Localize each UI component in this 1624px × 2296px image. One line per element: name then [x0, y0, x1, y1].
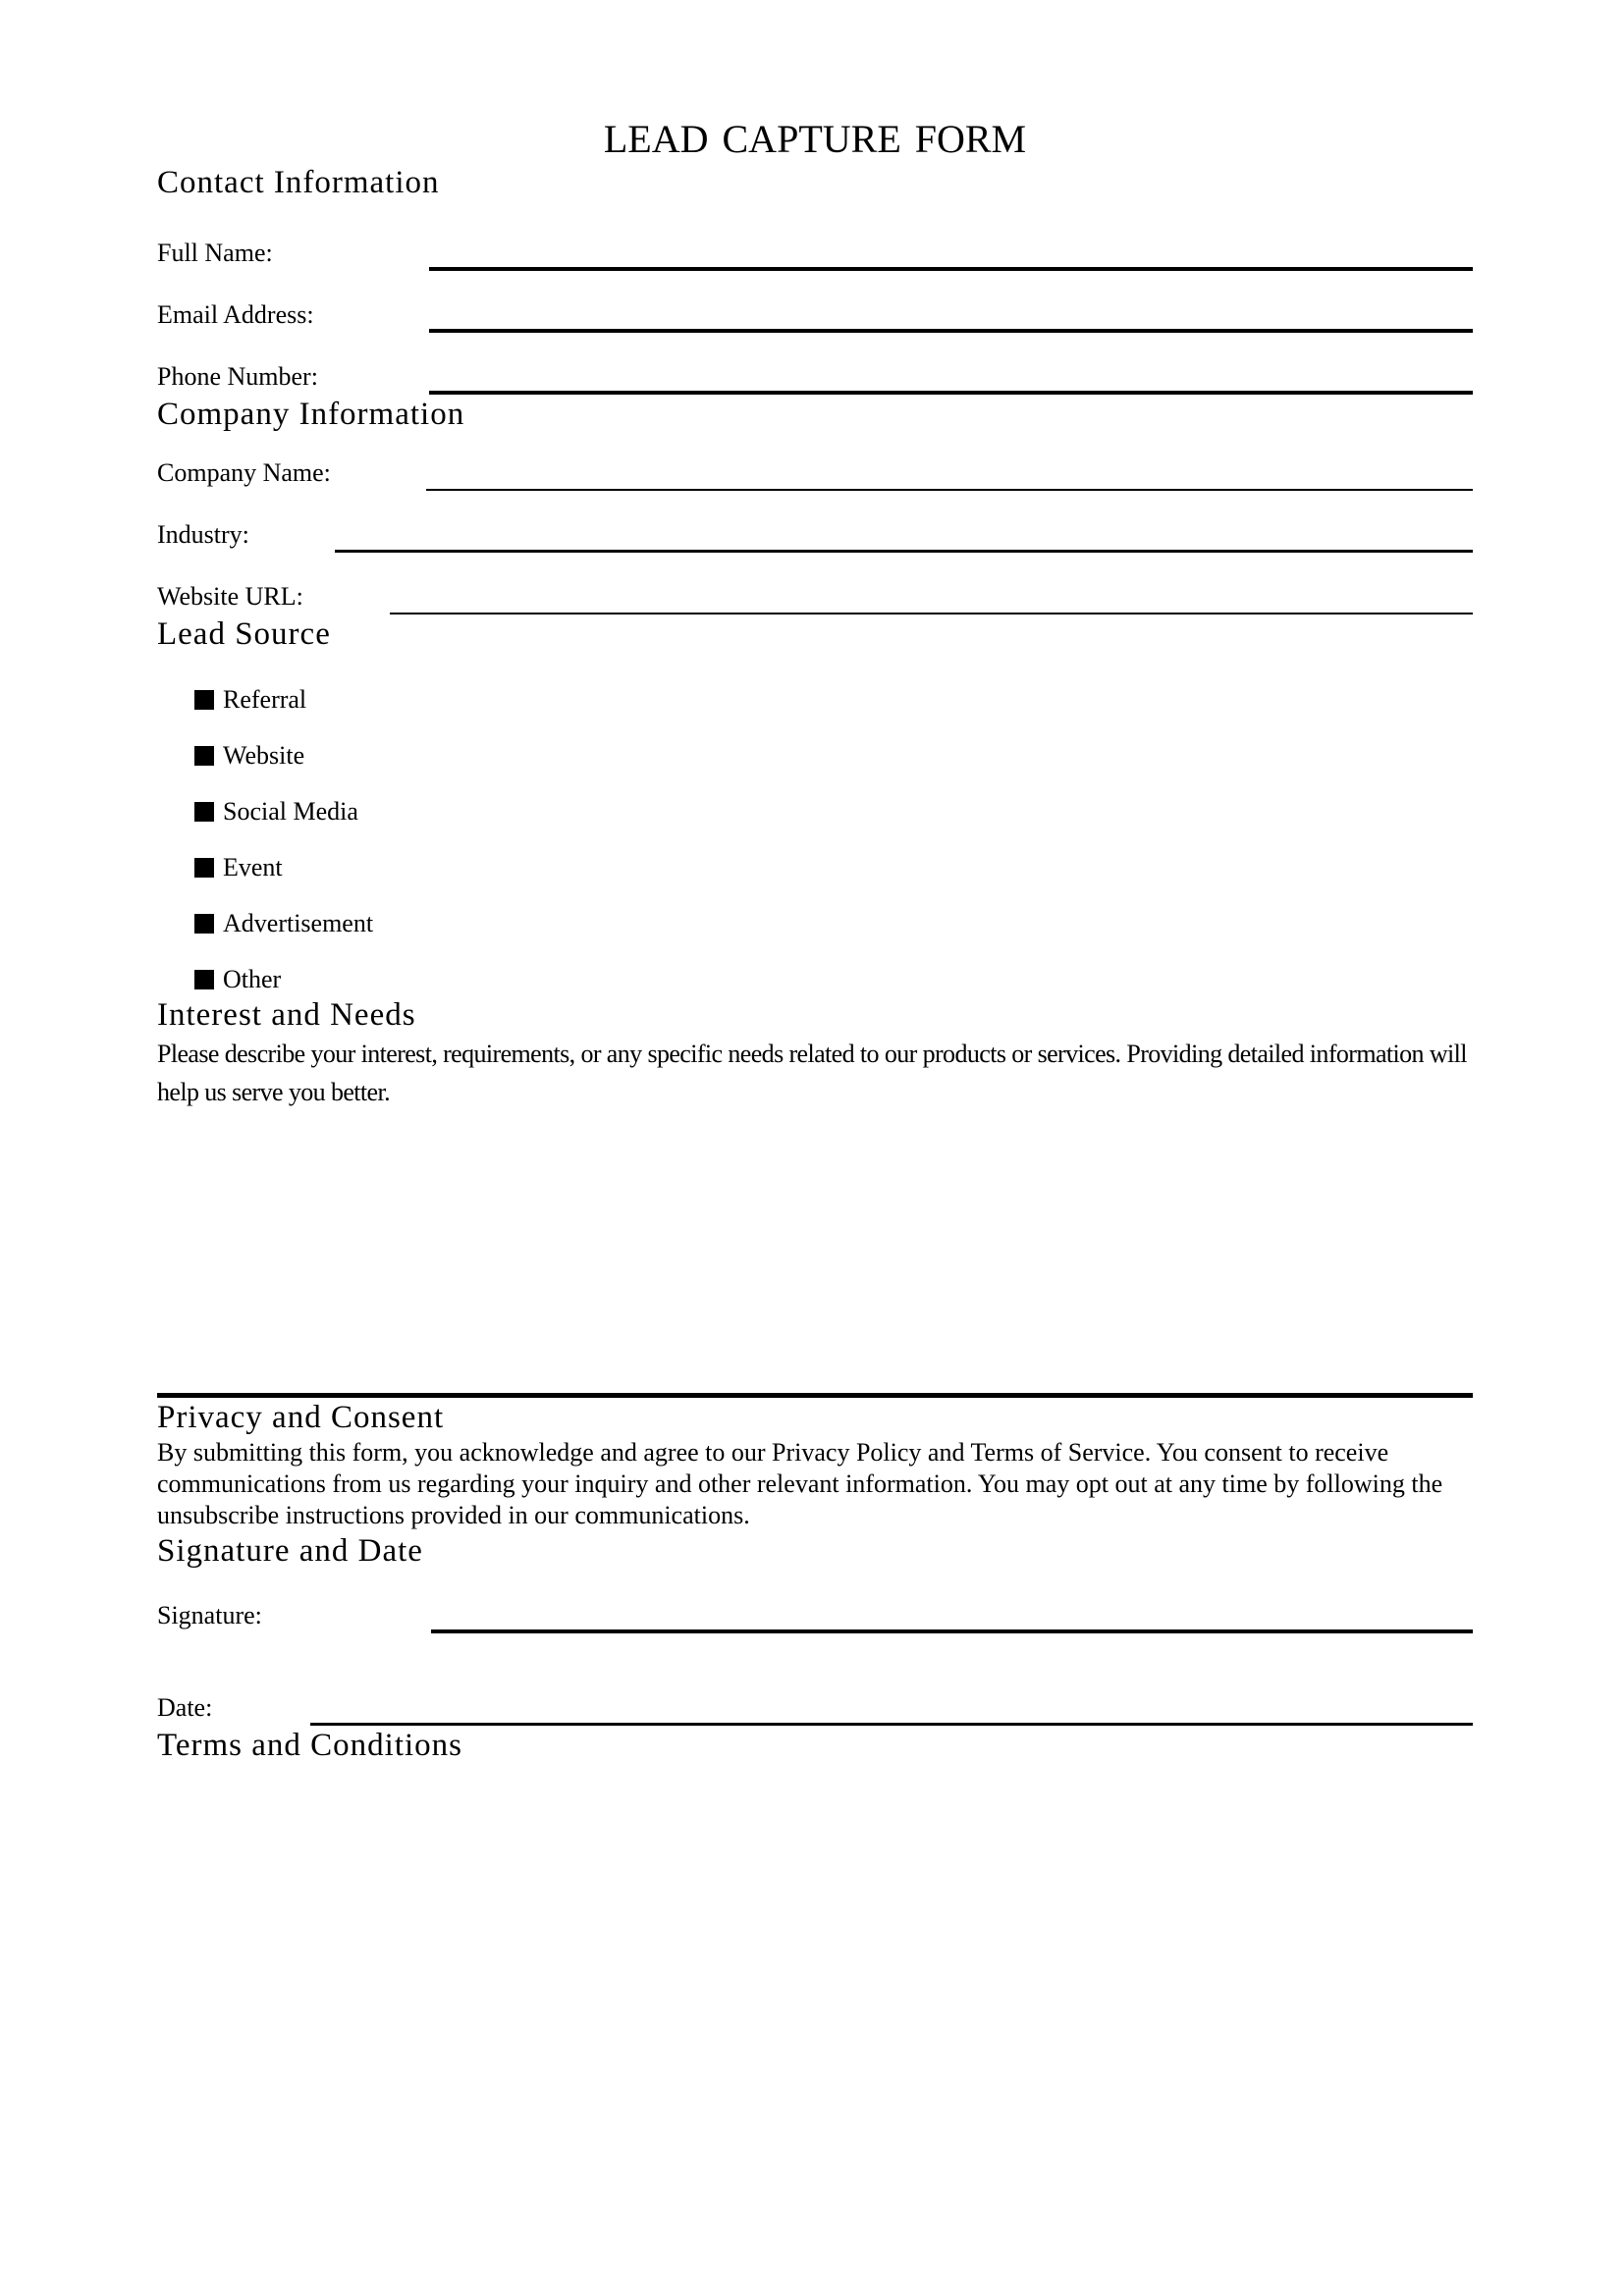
- phone-number-label: Phone Number:: [157, 362, 318, 391]
- checkbox-label: Advertisement: [223, 909, 374, 937]
- website-url-label: Website URL:: [157, 582, 303, 611]
- checkbox-label: Referral: [223, 685, 307, 714]
- checkbox-label: Event: [223, 853, 283, 881]
- lead-source-option-other: [157, 963, 1473, 995]
- checkbox-label: Other: [223, 965, 282, 993]
- lead-source-heading: Lead Source: [157, 616, 331, 652]
- field-row-phone-number: [157, 361, 1473, 395]
- terms-and-conditions-heading: Terms and Conditions: [157, 1728, 463, 1763]
- date-input-line[interactable]: [310, 1692, 1473, 1726]
- checkbox-icon[interactable]: [194, 914, 214, 934]
- field-row-industry: [157, 519, 1473, 553]
- lead-source-option-event: [157, 851, 1473, 883]
- field-row-full-name: [157, 238, 1473, 271]
- privacy-and-consent-heading: Privacy and Consent: [157, 1400, 445, 1435]
- interest-description: Please describe your interest, requirements, or any specific needs related to our products or services. Providing detailed information will help us serve you better.: [157, 1040, 1467, 1106]
- industry-input-line[interactable]: [335, 519, 1473, 553]
- contact-information-heading: Contact Information: [157, 165, 440, 200]
- checkbox-label: Social Media: [223, 797, 358, 826]
- lead-source-option-social-media: [157, 795, 1473, 828]
- interest-writing-area[interactable]: [157, 1111, 1473, 1393]
- checkbox-icon[interactable]: [194, 746, 214, 766]
- checkbox-icon[interactable]: [194, 802, 214, 822]
- checkbox-icon[interactable]: [194, 970, 214, 989]
- lead-source-options: [157, 683, 1473, 995]
- checkbox-icon[interactable]: [194, 690, 214, 710]
- lead-source-option-referral: [157, 683, 1473, 716]
- interest-and-needs-heading: Interest and Needs: [157, 997, 416, 1033]
- field-row-email-address: [157, 299, 1473, 333]
- email-address-input-line[interactable]: [429, 299, 1473, 333]
- phone-number-input-line[interactable]: [429, 361, 1473, 395]
- field-row-signature: [157, 1600, 1473, 1633]
- field-row-company-name: [157, 457, 1473, 491]
- signature-label: Signature:: [157, 1601, 262, 1629]
- website-url-input-line[interactable]: [390, 581, 1473, 614]
- company-name-input-line[interactable]: [426, 457, 1473, 491]
- lead-source-option-website: [157, 739, 1473, 772]
- form-title: LEAD CAPTURE FORM: [603, 117, 1027, 161]
- date-label: Date:: [157, 1693, 213, 1722]
- industry-label: Industry:: [157, 520, 249, 549]
- field-row-website-url: [157, 581, 1473, 614]
- privacy-description: By submitting this form, you acknowledge and agree to our Privacy Policy and Terms of Service. You consent to receive communications from us regarding your inquiry and other relevant information. You may opt out at any time by following the unsubscribe instructions provided in our communications.: [157, 1438, 1443, 1529]
- checkbox-icon[interactable]: [194, 858, 214, 878]
- signature-and-date-heading: Signature and Date: [157, 1533, 423, 1569]
- company-information-heading: Company Information: [157, 397, 465, 432]
- full-name-input-line[interactable]: [429, 238, 1473, 271]
- email-address-label: Email Address:: [157, 300, 314, 329]
- field-row-date: [157, 1692, 1473, 1726]
- lead-source-option-advertisement: [157, 907, 1473, 939]
- full-name-label: Full Name:: [157, 239, 273, 267]
- company-name-label: Company Name:: [157, 458, 331, 487]
- checkbox-label: Website: [223, 741, 305, 770]
- signature-input-line[interactable]: [431, 1600, 1473, 1633]
